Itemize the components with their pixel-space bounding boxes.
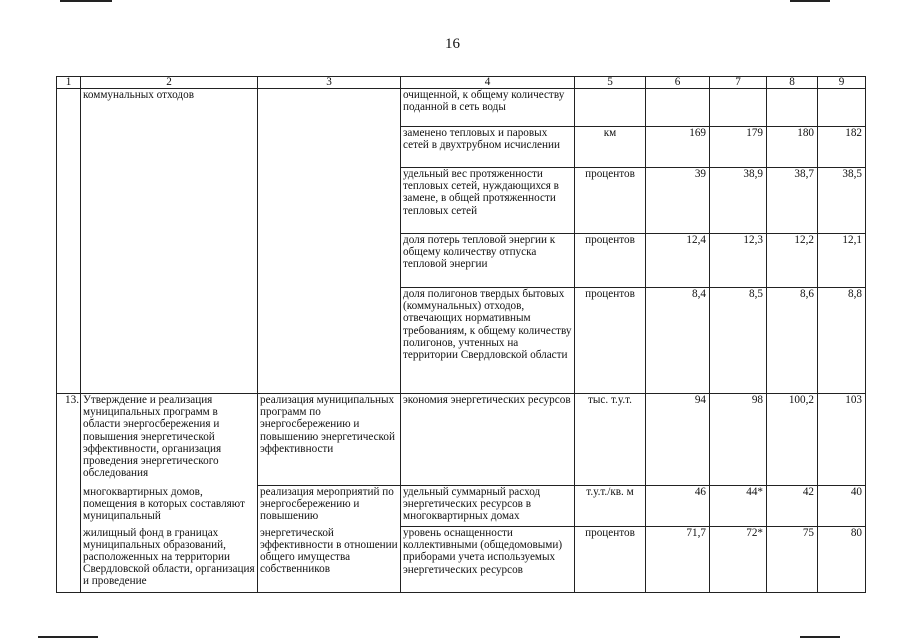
indicator-cell: доля потерь тепловой энергии к общему количеству отпуска тепловой энергии <box>401 234 575 288</box>
column-header: 3 <box>258 77 401 89</box>
value-cell: 72* <box>710 527 767 593</box>
value-cell: 38,7 <box>767 168 818 234</box>
activity-cell <box>258 89 401 394</box>
column-header: 5 <box>575 77 646 89</box>
unit-cell: км <box>575 127 646 168</box>
value-cell: 42 <box>767 486 818 527</box>
activity-cell: реализация муниципальных программ по энергосбережению и повышению энергетической эффективности <box>258 394 401 486</box>
value-cell: 12,4 <box>646 234 710 288</box>
column-header: 6 <box>646 77 710 89</box>
program-cell: Утверждение и реализация муниципальных программ в области энергосбережения и повышения энергетической эффективности, организация проведения энергетического обследования <box>81 394 258 486</box>
value-cell <box>767 89 818 127</box>
activity-cell: реализация мероприятий по энергосбережению и повышению <box>258 486 401 527</box>
value-cell: 38,5 <box>818 168 866 234</box>
program-cell: жилищный фонд в границах муниципальных образований, расположенных на территории Свердловской области, организация и проведение <box>81 527 258 593</box>
indicator-cell: удельный вес протяженности тепловых сетей, нуждающихся в замене, в общей протяженности тепловых сетей <box>401 168 575 234</box>
value-cell: 12,3 <box>710 234 767 288</box>
row-number-cell: 13. <box>57 394 81 593</box>
value-cell: 98 <box>710 394 767 486</box>
indicator-cell: уровень оснащенности коллективными (общедомовыми) приборами учета используемых энергетических ресурсов <box>401 527 575 593</box>
unit-cell: тыс. т.у.т. <box>575 394 646 486</box>
indicator-cell: очищенной, к общему количеству поданной в сеть воды <box>401 89 575 127</box>
value-cell: 12,1 <box>818 234 866 288</box>
value-cell: 12,2 <box>767 234 818 288</box>
indicator-cell: экономия энергетических ресурсов <box>401 394 575 486</box>
unit-cell: процентов <box>575 527 646 593</box>
value-cell: 75 <box>767 527 818 593</box>
column-header: 7 <box>710 77 767 89</box>
value-cell: 71,7 <box>646 527 710 593</box>
top-edge-line-left <box>60 0 112 2</box>
value-cell <box>710 89 767 127</box>
page-number: 16 <box>445 36 460 52</box>
value-cell: 39 <box>646 168 710 234</box>
value-cell: 94 <box>646 394 710 486</box>
value-cell: 8,5 <box>710 288 767 394</box>
table-row <box>57 527 866 593</box>
unit-cell <box>575 89 646 127</box>
value-cell: 8,8 <box>818 288 866 394</box>
value-cell: 169 <box>646 127 710 168</box>
unit-cell: процентов <box>575 288 646 394</box>
indicator-cell: заменено тепловых и паровых сетей в двухтрубном исчислении <box>401 127 575 168</box>
activity-cell: энергетической эффективности в отношении общего имущества собственников <box>258 527 401 593</box>
value-cell: 8,4 <box>646 288 710 394</box>
table-row <box>57 89 866 127</box>
indicator-cell: доля полигонов твердых бытовых (коммунальных) отходов, отвечающих нормативным требованиям, к общему количеству полигонов, учтенных на территории Свердловской области <box>401 288 575 394</box>
program-cell: многоквартирных домов, помещения в которых составляют муниципальный <box>81 486 258 527</box>
top-edge-line-right <box>790 0 830 2</box>
column-header: 1 <box>57 77 81 89</box>
column-header: 2 <box>81 77 258 89</box>
indicators-table <box>56 76 866 593</box>
value-cell: 80 <box>818 527 866 593</box>
value-cell <box>646 89 710 127</box>
indicator-cell: удельный суммарный расход энергетических ресурсов в многоквартирных домах <box>401 486 575 527</box>
value-cell <box>818 89 866 127</box>
value-cell: 8,6 <box>767 288 818 394</box>
program-cell: коммунальных отходов <box>81 89 258 394</box>
column-header: 9 <box>818 77 866 89</box>
column-number-row <box>57 77 866 89</box>
column-header: 8 <box>767 77 818 89</box>
table-row <box>57 486 866 527</box>
value-cell: 103 <box>818 394 866 486</box>
bottom-edge-line-left <box>38 636 98 638</box>
bottom-edge-line-right <box>800 636 840 638</box>
value-cell: 182 <box>818 127 866 168</box>
value-cell: 100,2 <box>767 394 818 486</box>
value-cell: 40 <box>818 486 866 527</box>
value-cell: 179 <box>710 127 767 168</box>
unit-cell: процентов <box>575 234 646 288</box>
value-cell: 38,9 <box>710 168 767 234</box>
unit-cell: процентов <box>575 168 646 234</box>
value-cell: 180 <box>767 127 818 168</box>
unit-cell: т.у.т./кв. м <box>575 486 646 527</box>
column-header: 4 <box>401 77 575 89</box>
value-cell: 44* <box>710 486 767 527</box>
value-cell: 46 <box>646 486 710 527</box>
row-number-cell <box>57 89 81 394</box>
table-row <box>57 394 866 486</box>
